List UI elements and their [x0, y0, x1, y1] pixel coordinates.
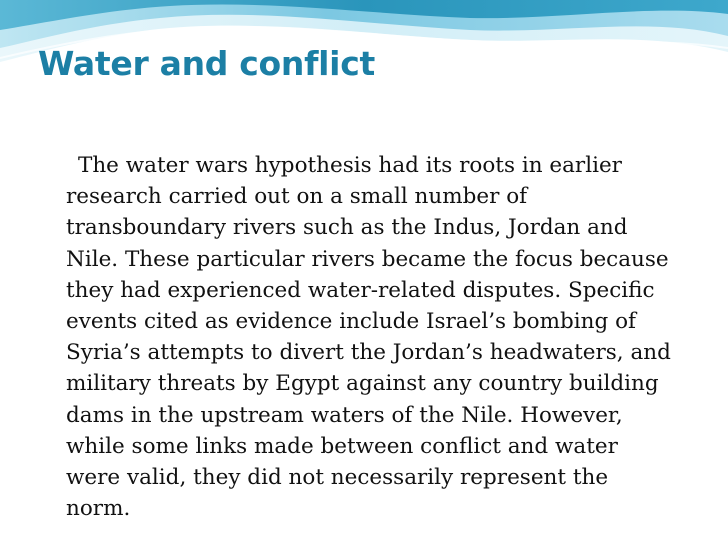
body-line: Nile. These particular rivers became the focus because [66, 246, 669, 272]
body-line: Syria’s attempts to divert the Jordan’s headwaters, and [66, 340, 671, 366]
body-line: transboundary rivers such as the Indus, Jordan and [66, 215, 628, 241]
body-line: research carried out on a small number of [66, 184, 528, 210]
body-line: they had experienced water-related disputes. Specific [66, 277, 655, 303]
slide-body-paragraph [66, 150, 716, 524]
body-line: while some links made between conflict and water [66, 433, 618, 459]
slide-title: Water and conflict [38, 44, 375, 83]
body-line: norm. [66, 496, 131, 522]
body-line: The water wars hypothesis had its roots in earlier [78, 153, 622, 178]
body-line: military threats by Egypt against any country building [66, 371, 659, 397]
body-line: dams in the upstream waters of the Nile. However, [66, 402, 623, 428]
body-line: were valid, they did not necessarily represent the [66, 465, 609, 491]
body-line: events cited as evidence include Israel’s bombing of [66, 309, 637, 335]
